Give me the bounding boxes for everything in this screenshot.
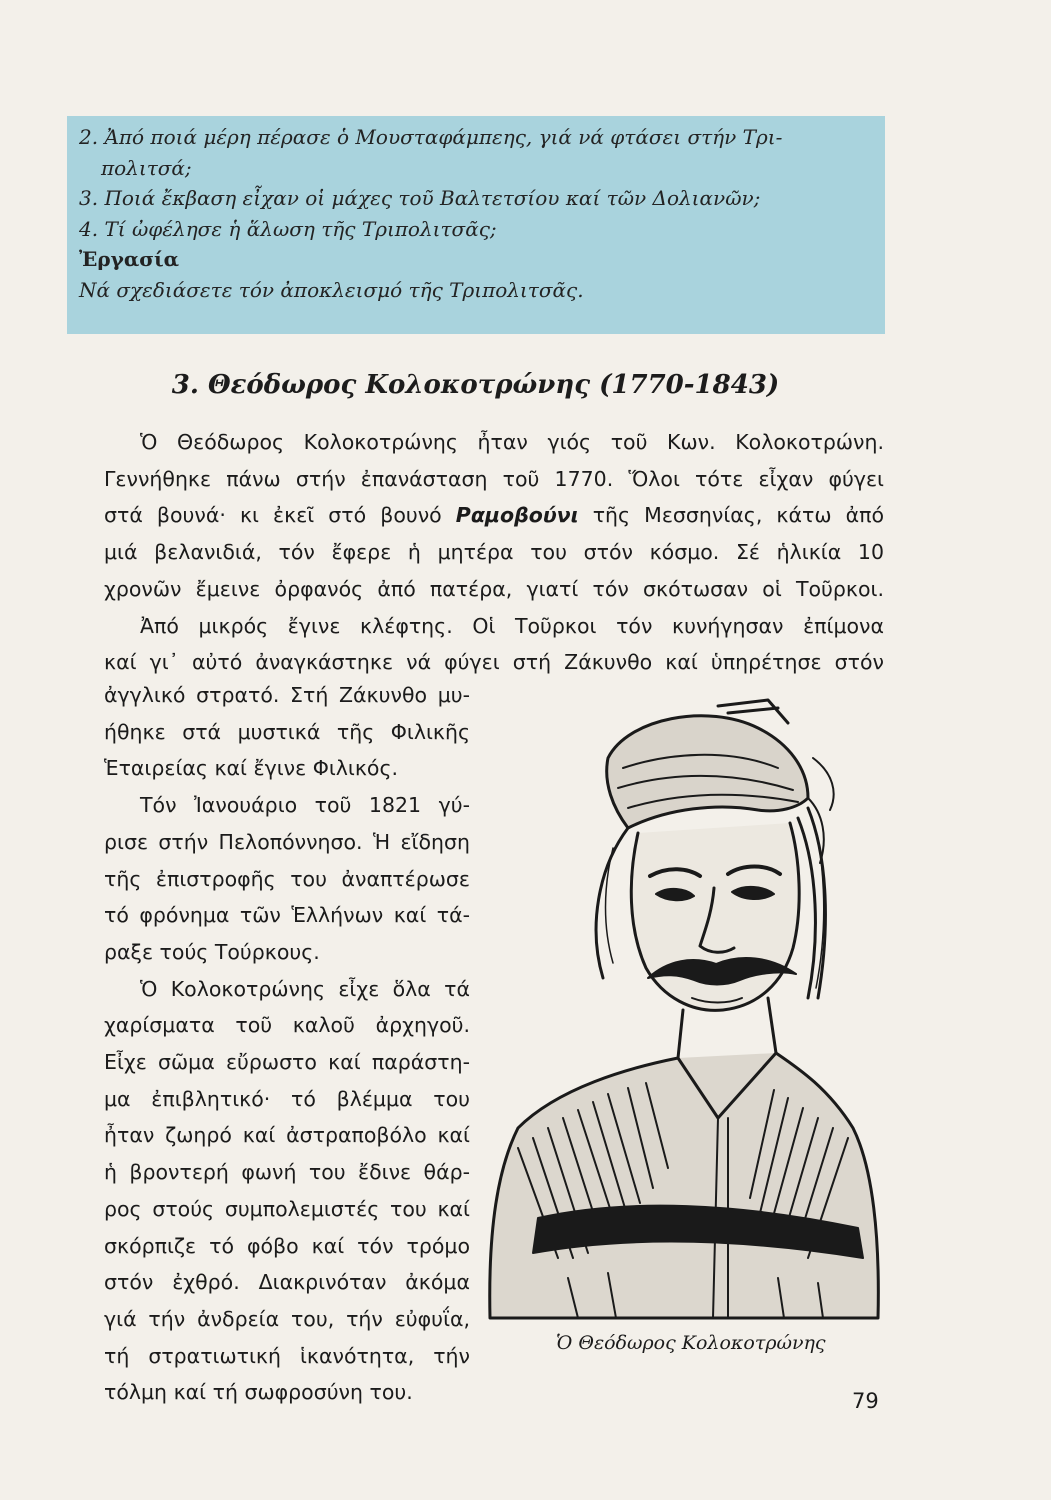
text-line: Γεννήθηκε πάνω στήν ἐπανάσταση τοῦ 1770. Ὅλοι τότε εἶχαν φύγει <box>104 466 884 491</box>
text-line: Ἑταιρείας καί ἔγινε Φιλικός. <box>104 756 399 781</box>
text-line: ἦταν ζωηρό καί ἀστραποβόλο καί <box>104 1123 470 1148</box>
text-line: ραξε τούς Τούρκους. <box>104 939 320 964</box>
ergasia-text: Νά σχεδιάσετε τόν ἀποκλεισμό τῆς Τριπολιτσᾶς. <box>79 277 584 302</box>
turban <box>607 716 808 828</box>
text-line: μα ἐπιβλητικό· τό βλέμμα του <box>104 1086 470 1111</box>
text-line: καί γι᾿ αὐτό ἀναγκάστηκε νά φύγει στή Ζάκυνθο καί ὑπηρέτησε στόν <box>104 650 884 675</box>
text-line: Ἀπό μικρός ἔγινε κλέφτης. Οἱ Τοῦρκοι τόν κυνήγησαν ἐπίμονα <box>140 613 884 638</box>
question-4: 4. Τί ὠφέλησε ἡ ἅλωση τῆς Τριπολιτσᾶς; <box>79 216 497 241</box>
text-line: ρισε στήν Πελοπόννησο. Ἡ εἴδηση <box>104 829 470 854</box>
page-number: 79 <box>852 1389 879 1413</box>
text-line: γιά τήν ἀνδρεία του, τήν εὐφυΐα, <box>104 1306 470 1331</box>
text-line: Ὁ Θεόδωρος Κολοκοτρώνης ἦταν γιός τοῦ Κων. Κολοκοτρώνη. <box>140 430 884 454</box>
section-title: 3. Θεόδωρος Κολοκοτρώνης (1770-1843) <box>171 370 780 400</box>
text-segment: στά βουνά· κι ἐκεῖ στό βουνό <box>104 503 442 528</box>
text-line: ἡ βροντερή φωνή του ἔδινε θάρ- <box>104 1160 470 1185</box>
text-line: ήθηκε στά μυστικά τῆς Φιλικῆς <box>104 719 470 744</box>
text-line-with-emphasis <box>104 497 884 534</box>
text-line: τή στρατιωτική ἱκανότητα, τήν <box>104 1343 470 1368</box>
text-line: ἀγγλικό στρατό. Στή Ζάκυνθο μυ- <box>104 683 470 707</box>
text-line: τῆς ἐπιστροφῆς του ἀναπτέρωσε <box>104 866 470 891</box>
biography-column <box>104 677 470 1411</box>
text-line: τόλμη καί τή σωφροσύνη του. <box>104 1380 413 1405</box>
text-segment: τῆς Μεσσηνίας, κάτω ἀπό <box>592 503 884 528</box>
text-line: χαρίσματα τοῦ καλοῦ ἀρχηγοῦ. <box>104 1013 470 1038</box>
text-line: Τόν Ἰανουάριο τοῦ 1821 γύ- <box>140 793 470 818</box>
question-2-line-1: 2. Ἀπό ποιά μέρη πέρασε ὁ Μουσταφάμπεης, γιά νά φτάσει στήν Τρι- <box>79 125 783 149</box>
text-line: χρονῶν ἔμεινε ὀρφανός ἀπό πατέρα, γιατί τόν σκότωσαν οἱ Τοῦρκοι. <box>104 576 884 601</box>
intro-paragraph <box>104 424 884 681</box>
questions-box <box>67 116 885 334</box>
text-line: ρος στούς συμπολεμιστές του καί <box>104 1196 470 1221</box>
text-line: τό φρόνημα τῶν Ἑλλήνων καί τά- <box>104 903 470 928</box>
kolokotronis-portrait <box>478 698 888 1326</box>
text-line: Ὁ Κολοκοτρώνης εἶχε ὅλα τά <box>140 976 470 1001</box>
ergasia-label: Ἐργασία <box>79 247 180 271</box>
text-line: σκόρπιζε τό φόβο καί τόν τρόμο <box>104 1233 470 1258</box>
text-line: Εἶχε σῶμα εὔρωστο καί παράστη- <box>104 1050 470 1075</box>
text-line: μιά βελανιδιά, τόν ἔφερε ἡ μητέρα του στόν κόσμο. Σέ ἡλικία 10 <box>104 540 884 565</box>
text-line: στόν ἐχθρό. Διακρινόταν ἀκόμα <box>104 1270 470 1295</box>
question-3: 3. Ποιά ἔκβαση εἶχαν οἱ μάχες τοῦ Βαλτετσίου καί τῶν Δολιανῶν; <box>79 186 761 210</box>
emphasized-place-name: Ραμοβούνι <box>455 503 579 528</box>
question-2-line-2: πολιτσά; <box>101 155 192 180</box>
portrait-caption: Ὁ Θεόδωρος Κολοκοτρώνης <box>556 1332 826 1354</box>
